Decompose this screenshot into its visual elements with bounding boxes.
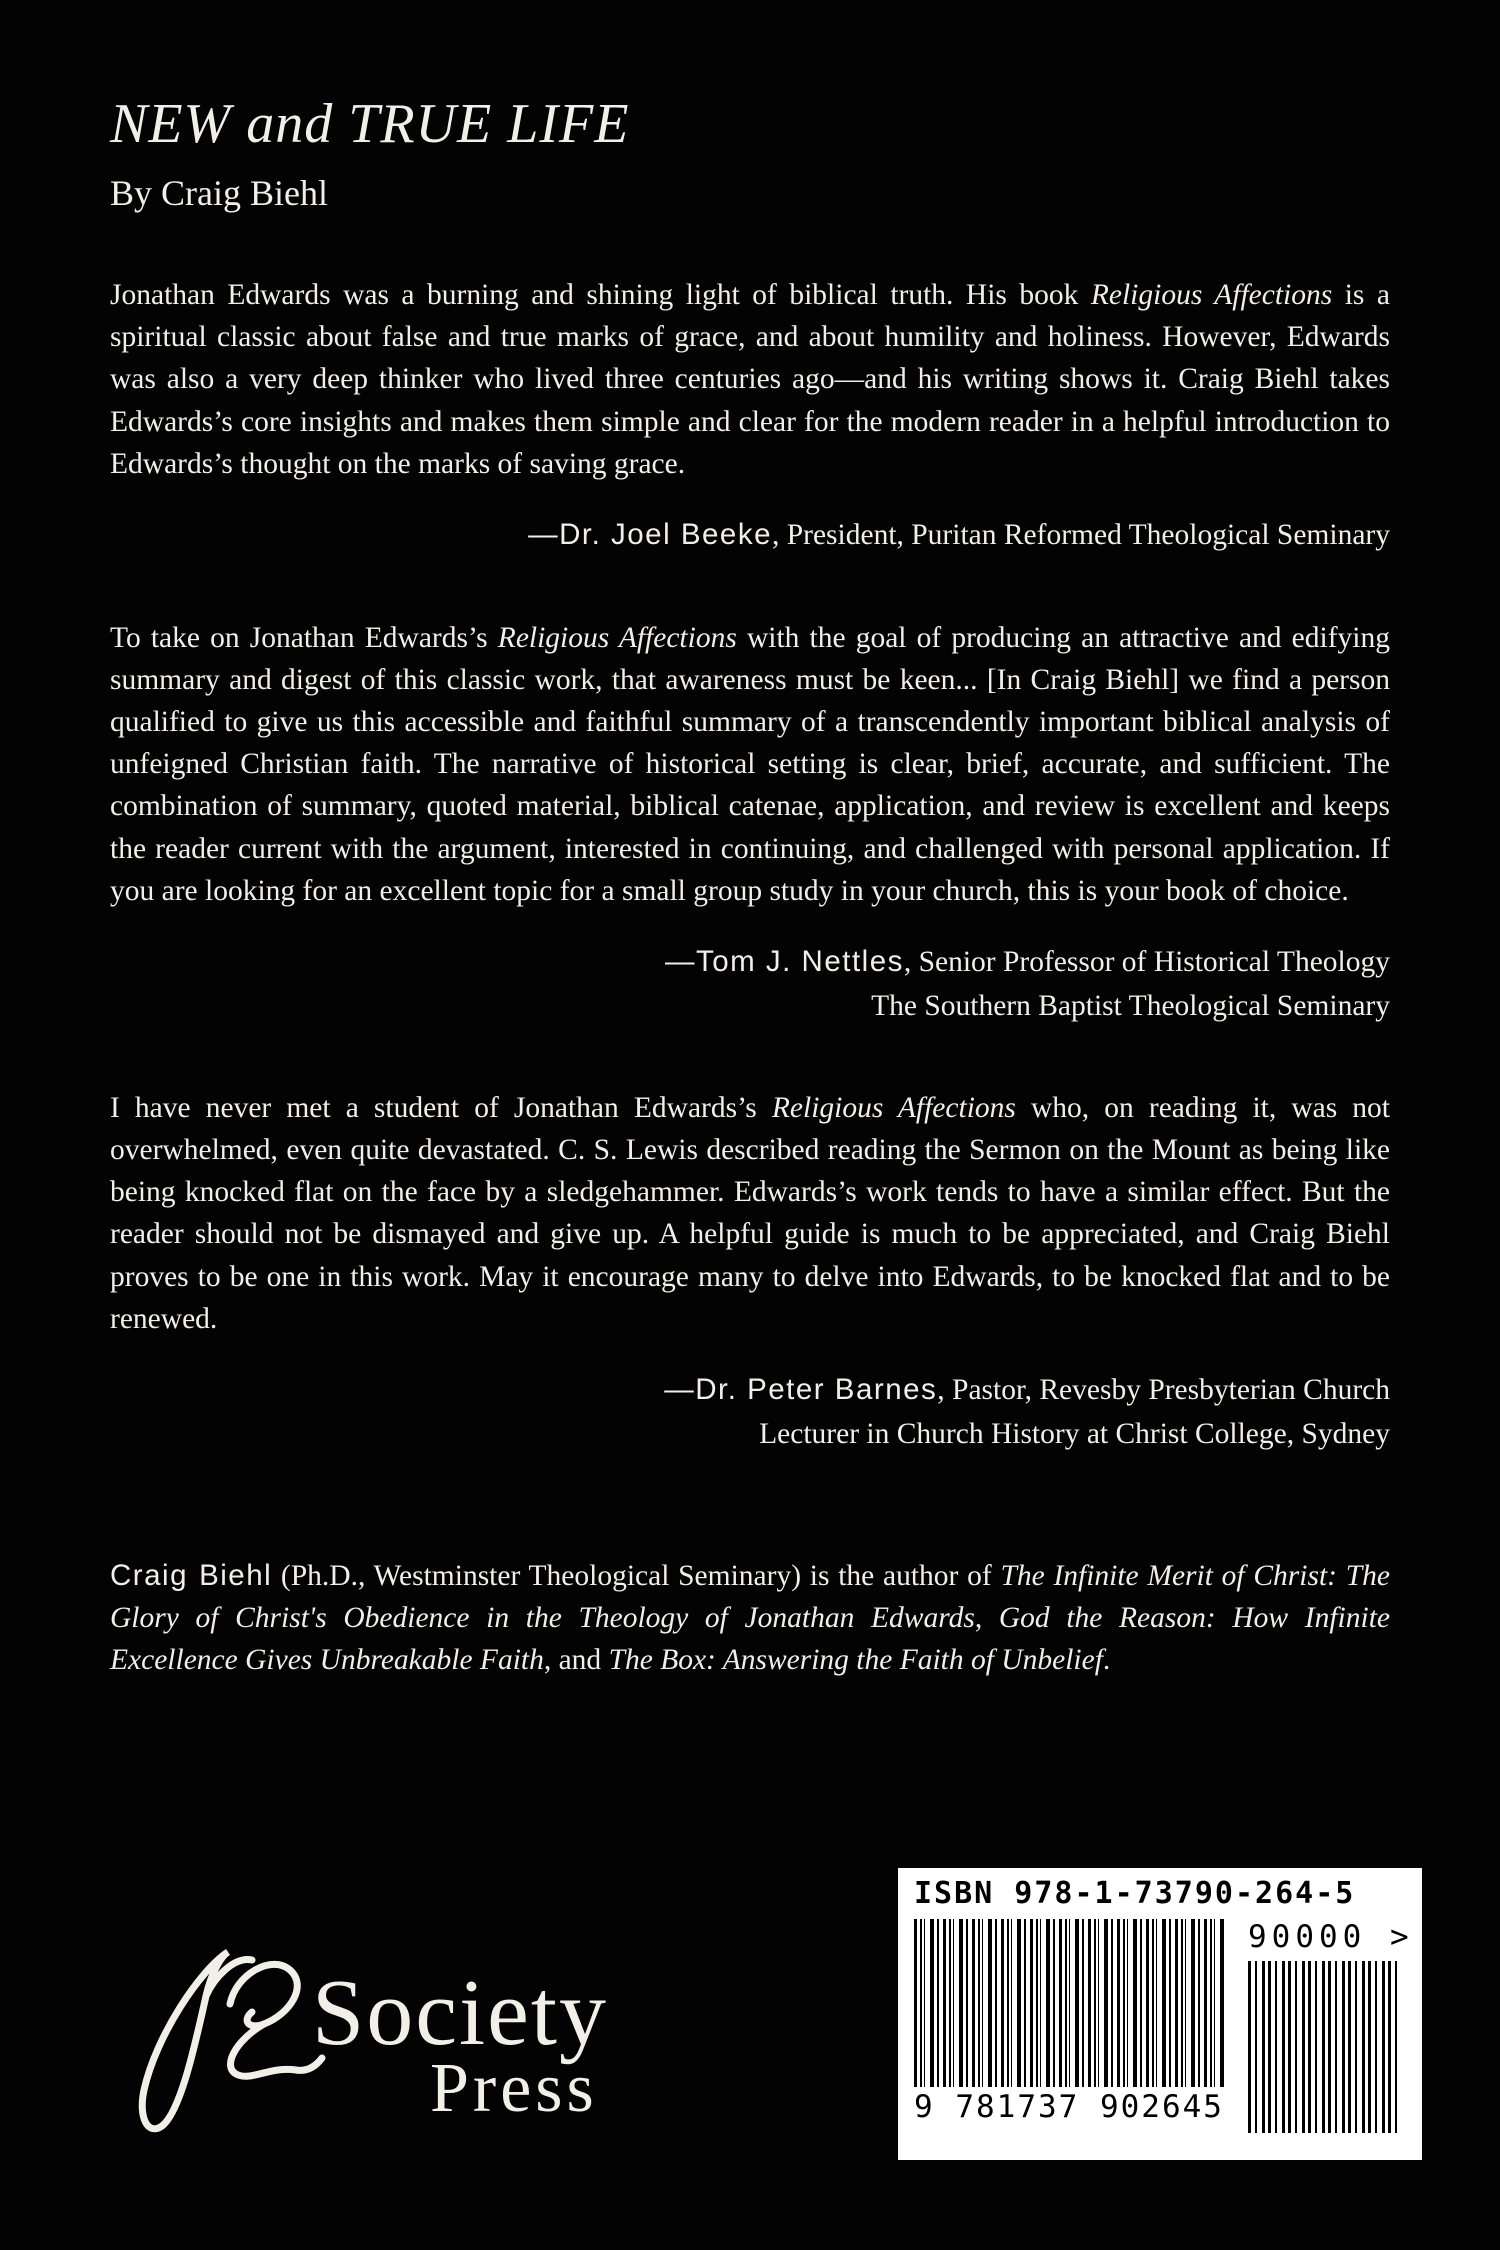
book-title: NEW and TRUE LIFE [110, 93, 630, 155]
endorsement-quote: Jonathan Edwards was a burning and shining light of biblical truth. His book Religious Affections is a spiritual classic about false and true marks of grace, and about humility and holiness. However, Edwards was also a very deep thinker who lived three centuries ago—and his writing shows it. Craig Biehl takes Edwards’s core insights and makes them simple and clear for the modern reader in a helpful introduction to Edwards’s thought on the marks of saving grace. [110, 279, 1391, 480]
endorsement-quote: I have never met a student of Jonathan Edwards’s Religious Affections who, on reading it, was not overwhelmed, even quite devastated. C. S. Lewis described reading the Sermon on the Mount as being like being knocked flat on the face by a sledgehammer. Edwards’s work tends to have a similar effect. But the reader should not be dismayed and give up. A helpful guide is much to be appreciated, and Craig Biehl proves to be one in this work. May it encourage many to delve into Edwards, to be knocked flat and to be renewed. [110, 1091, 1391, 1335]
endorsement-attribution-line2: The Southern Baptist Theological Seminary [871, 989, 1390, 1022]
barcode-main [914, 1919, 1226, 2133]
bottom-band [110, 1868, 1422, 2160]
publisher-name-line2: Press [430, 2050, 598, 2127]
supplement-code: 90000 > [1248, 1919, 1414, 1955]
barcode-body [914, 1919, 1414, 2133]
publisher-name [312, 1961, 608, 2127]
endorsement-attribution: —Tom J. Nettles, Senior Professor of Historical Theology [664, 945, 1390, 979]
isbn-label: ISBN 978-1-73790-264-5 [914, 1876, 1356, 1911]
endorsement-attribution: —Dr. Joel Beeke, President, Puritan Reformed Theological Seminary [528, 518, 1390, 552]
endorsement-quote: To take on Jonathan Edwards’s Religious Affections with the goal of producing an attractive and edifying summary and digest of this classic work, that awareness must be keen... [In Craig Biehl] we find a person qualified to give us this accessible and faithful summary of a transcendently important biblical analysis of unfeigned Christian faith. The narrative of historical setting is clear, brief, accurate, and sufficient. The combination of summary, quoted material, biblical catenae, application, and review is excellent and keeps the reader current with the argument, interested in continuing, and challenged with personal application. If you are looking for an excellent topic for a small group study in your church, this is your book of choice. [110, 621, 1390, 907]
author-bio: Craig Biehl (Ph.D., Westminster Theological Seminary) is the author of The Infinite Merit of Christ: The Glory of Christ's Obedience in the Theology of Jonathan Edwards, God the Reason: How Infinite Excellence Gives Unbreakable Faith, and The Box: Answering the Faith of Unbelief. [110, 1559, 1390, 1677]
isbn-digits: 9 781737 902645 [914, 2089, 1224, 2125]
endorsement-attribution: —Dr. Peter Barnes, Pastor, Revesby Presbyterian Church [664, 1373, 1390, 1407]
book-byline: By Craig Biehl [110, 173, 328, 213]
isbn-barcode [898, 1868, 1422, 2160]
je-monogram-icon [110, 1938, 340, 2150]
barcode-bars-icon [914, 1919, 1226, 2087]
supplement-bars-icon [1248, 1961, 1398, 2133]
publisher-name-line1: Society [312, 1961, 608, 2065]
endorsement-attribution-line2: Lecturer in Church History at Christ College, Sydney [759, 1417, 1390, 1450]
publisher-logo [110, 1938, 608, 2150]
barcode-supplement [1248, 1919, 1414, 2133]
